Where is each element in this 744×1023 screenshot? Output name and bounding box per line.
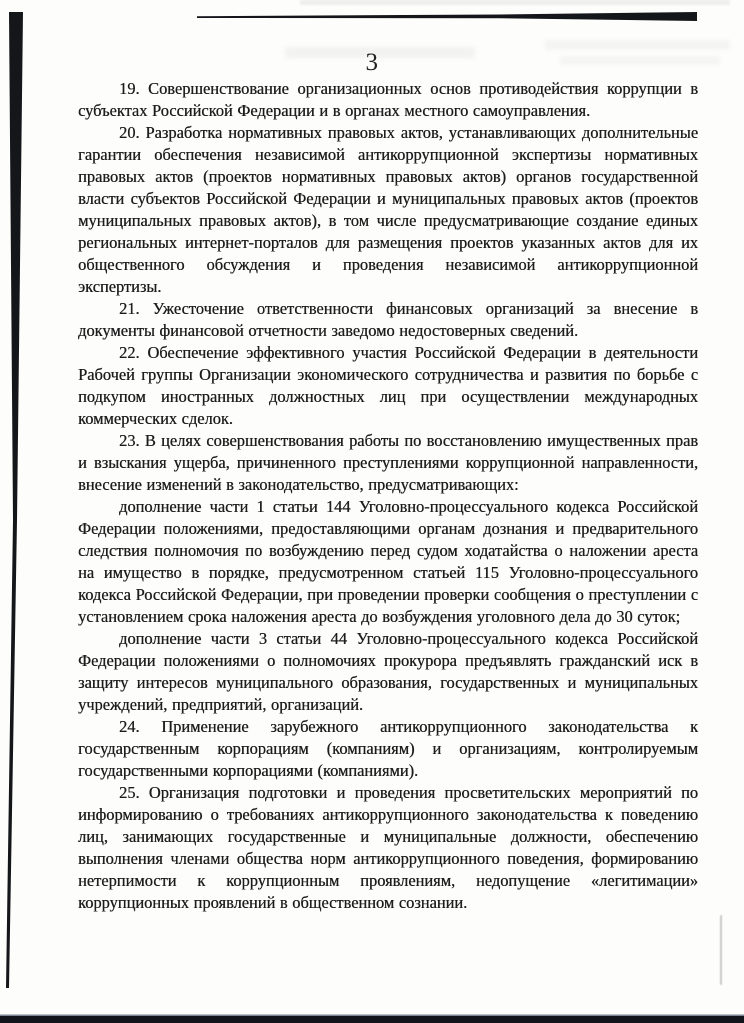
paragraph-23-subitem-2: дополнение части 3 статьи 44 Уголовно-процессуального кодекса Российской Федерации положениями о полномочиях прокурора предъявлять гражданский иск в защиту интересов муниципального образования, государственных и муниципальных учреждений, предприятий, организаций. xyxy=(78,629,698,714)
paragraph-20: 20. Разработка нормативных правовых актов, устанавливающих дополнительные гарантии обеспечения независимой антикоррупционной экспертизы нормативных правовых актов (проектов нормативных правовых актов) органов государственной власти субъектов Российской Федерации и муниципальных правовых актов (проектов муниципальных правовых актов), в том числе предусматривающие создание единых региональных интернет-порталов для размещения проектов указанных актов для их общественного обсуждения и проведения независимой антикоррупционной экспертизы. xyxy=(78,123,698,296)
paragraph-24: 24. Применение зарубежного антикоррупционного законодательства к государственным корпорациям (компаниям) и организациям, контролируемым государственными корпорациями (компаниями). xyxy=(78,717,698,780)
document-text-block xyxy=(78,78,698,914)
paragraph-23-subitem-1: дополнение части 1 статьи 144 Уголовно-процессуального кодекса Российской Федерации положениями, предоставляющими органам дознания и предварительного следствия полномочия по возбуждению перед судом ходатайства о наложении ареста на имущество в порядке, предусмотренном статьей 115 Уголовно-процессуального кодекса Российской Федерации, при проведении проверки сообщения о преступлении с установлением срока наложения ареста до возбуждения уголовного дела до 30 суток; xyxy=(78,497,698,626)
paragraph-21: 21. Ужесточение ответственности финансовых организаций за внесение в документы финансовой отчетности заведомо недостоверных сведений. xyxy=(78,299,698,340)
top-diagonal-scan-line xyxy=(197,12,697,21)
right-edge-scan-line xyxy=(720,915,722,985)
paragraph-22: 22. Обеспечение эффективного участия Российской Федерации в деятельности Рабочей группы Организации экономического сотрудничества и развития по борьбе с подкупом иностранных должностных лиц при осуществлении международных коммерческих сделок. xyxy=(78,343,698,428)
bottom-scan-bar xyxy=(0,1016,744,1023)
paragraph-25: 25. Организация подготовки и проведения просветительских мероприятий по информированию о требованиях антикоррупционного законодательства к поведению лиц, занимающих государственные и муниципальные должности, обеспечению выполнения членами общества норм антикоррупционного поведения, формированию нетерпимости к коррупционным проявлениям, недопущение «легитимации» коррупционных проявлений в общественном сознании. xyxy=(78,783,698,912)
paragraph-19: 19. Совершенствование организационных основ противодействия коррупции в субъектах Российской Федерации и в органах местного самоуправления. xyxy=(78,79,698,120)
bottom-bar-edge-highlight xyxy=(0,1015,744,1017)
bleedthrough-smudge xyxy=(300,0,730,5)
paragraph-23: 23. В целях совершенствования работы по восстановлению имущественных прав и взыскания ущерба, причиненного преступлениями коррупционной направленности, внесение изменений в законодательство, предусматривающих: xyxy=(78,431,698,494)
page-number: 3 xyxy=(365,49,379,76)
left-edge-scan-streak xyxy=(6,12,23,988)
